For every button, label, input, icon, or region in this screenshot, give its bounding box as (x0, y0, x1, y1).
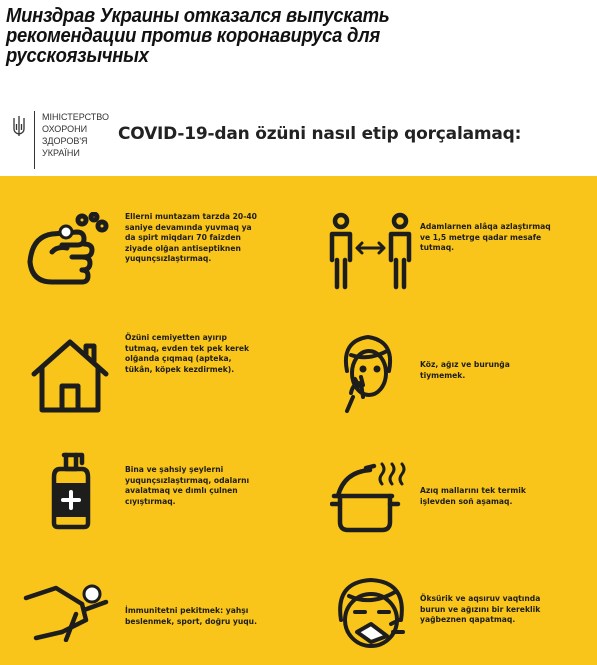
trident-emblem-icon (12, 115, 26, 137)
tip-text: Bina ve şahsiy şeylerni yuqunçsızlaştırmaq, odalarnı avalatmaq ve dımlı çulnen cıyıştırmaq. (125, 465, 250, 506)
tip-text: Azıq mallarını tek termik işlevden soñ aşamaq. (420, 486, 526, 506)
poster-panel (0, 176, 597, 665)
tip-text: Köz, ağız ve burunğa tiymemek. (420, 360, 510, 380)
exercise-icon (22, 580, 112, 642)
tip-text: Ellerni muntazam tarzda 20-40 saniye devamında yuvmaq ya da spirt miqdarı 70 faizden ziyade olğan antiseptiknen yuqunçsızlaştırmaq. (125, 212, 257, 263)
dont-touch-face-icon (333, 331, 403, 413)
hand-washing-icon (22, 212, 112, 292)
home-icon (30, 336, 110, 416)
social-distance-icon (328, 212, 413, 292)
headline-line: Минздрав Украины отказался выпускать (6, 4, 390, 27)
poster-title: COVID-19-dan özüni nasıl etip qorçalamaq: (118, 124, 522, 144)
tip-text: Öksürik ve aqsıruv vaqtında burun ve ağızını bir kereklik yağbeznen qapatmaq. (420, 594, 541, 624)
ministry-logo (12, 111, 122, 169)
tip-text: Adamlarnen alâqa azlaştırmaq ve 1,5 metrge qadar mesafe tutmaq. (420, 222, 551, 252)
tip-text: Özüni cemiyetten ayırıp tutmaq, evden tek pek kerek olğanda çıqmaq (apteka, tükân, köpek kezdirmek). (125, 333, 250, 374)
headline-line: рекомендации против коронавируса для (6, 24, 380, 47)
tip-text: İmmunitetni pekitmek: yahşı beslenmek, sport, doğru yuqu. (125, 606, 257, 626)
logo-divider (34, 111, 35, 169)
ministry-name: МІНІСТЕРСТВО ОХОРОНИ ЗДОРОВ'Я УКРАЇНИ (42, 112, 110, 158)
headline-line: русскоязычных (6, 44, 149, 67)
sanitizer-bottle-icon (46, 451, 96, 531)
article-headline (6, 6, 533, 66)
cooking-pot-icon (330, 462, 410, 534)
sneeze-icon (333, 576, 409, 648)
